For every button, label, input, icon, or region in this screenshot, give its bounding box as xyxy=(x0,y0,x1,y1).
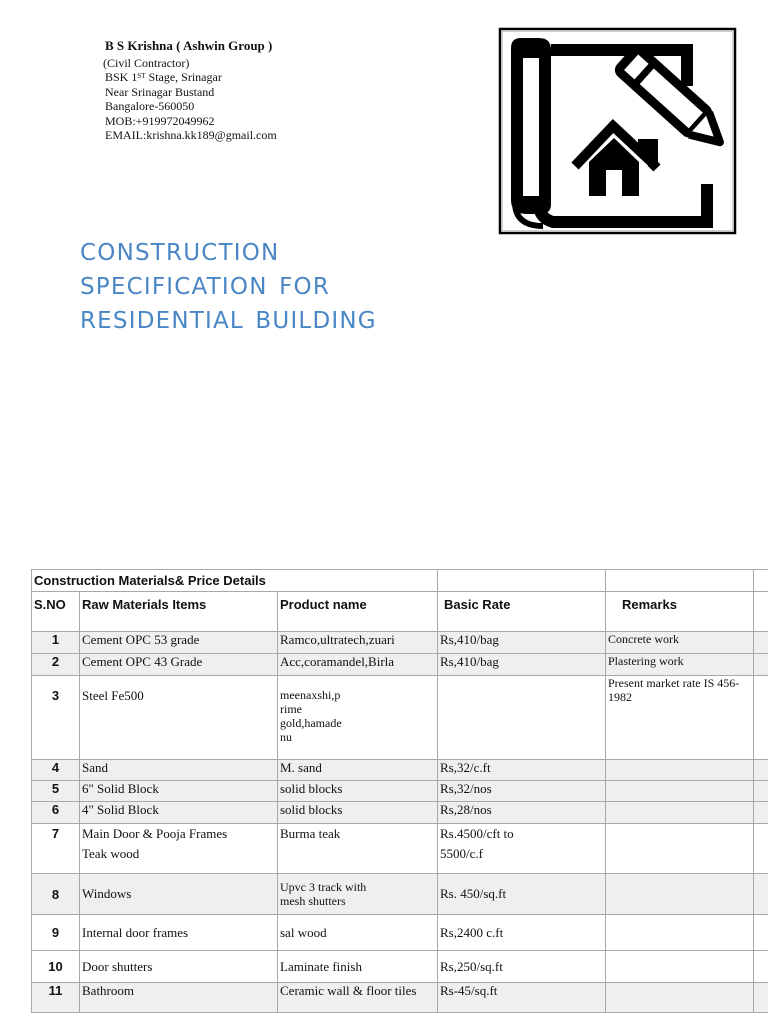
row-item: Main Door & Pooja Frames Teak wood xyxy=(80,824,278,874)
row-item: 6" Solid Block xyxy=(80,781,278,802)
row-rate: Rs,2400 c.ft xyxy=(438,915,606,951)
header-sno: S.NO xyxy=(32,592,80,632)
row-remarks xyxy=(606,983,754,1013)
row-item: Sand xyxy=(80,760,278,781)
table-row xyxy=(32,824,768,874)
row-rate: Rs,410/bag xyxy=(438,654,606,676)
row-remarks xyxy=(606,915,754,951)
title-line-2: SPECIFICATION FOR xyxy=(80,274,331,300)
row-remarks xyxy=(606,824,754,874)
table-row xyxy=(32,951,768,983)
row-product: meenaxshi,p rime gold,hamade nu xyxy=(278,676,438,760)
row-item: Bathroom xyxy=(80,983,278,1013)
row-item: Steel Fe500 xyxy=(80,676,278,760)
row-item: Door shutters xyxy=(80,951,278,983)
contact-block xyxy=(105,39,277,143)
row-rate: Rs,32/nos xyxy=(438,781,606,802)
row-sno: 9 xyxy=(32,915,80,951)
row-product: Ceramic wall & floor tiles xyxy=(278,983,438,1013)
table-header-row xyxy=(32,592,768,632)
contractor-name: B S Krishna ( Ashwin Group ) xyxy=(105,38,273,53)
row-rate: Rs,32/c.ft xyxy=(438,760,606,781)
row-product: solid blocks xyxy=(278,781,438,802)
row-sno: 4 xyxy=(32,760,80,781)
table-row xyxy=(32,915,768,951)
row-item: Cement OPC 43 Grade xyxy=(80,654,278,676)
row-item: Windows xyxy=(80,874,278,915)
address-line-3: Bangalore-560050 xyxy=(105,99,195,113)
header-product: Product name xyxy=(278,592,438,632)
row-item: 4" Solid Block xyxy=(80,802,278,824)
table-row xyxy=(32,632,768,654)
table-caption-row xyxy=(32,570,768,592)
row-remarks xyxy=(606,951,754,983)
row-item: Internal door frames xyxy=(80,915,278,951)
table-caption: Construction Materials& Price Details xyxy=(32,570,438,592)
header-item: Raw Materials Items xyxy=(80,592,278,632)
row-sno: 3 xyxy=(32,676,80,760)
email-address: EMAIL:krishna.kk189@gmail.com xyxy=(105,128,277,142)
row-rate: Rs-45/sq.ft xyxy=(438,983,606,1013)
row-product: sal wood xyxy=(278,915,438,951)
header-remarks: Remarks xyxy=(606,592,754,632)
mobile-number: MOB:+919972049962 xyxy=(105,113,215,128)
row-product: Acc,coramandel,Birla xyxy=(278,654,438,676)
house-blueprint-pencil-icon xyxy=(497,26,739,236)
row-rate: Rs.4500/cft to 5500/c.f xyxy=(438,824,606,874)
row-product: Ramco,ultratech,zuari xyxy=(278,632,438,654)
header-rate: Basic Rate xyxy=(438,592,606,632)
row-remarks xyxy=(606,802,754,824)
row-product: M. sand xyxy=(278,760,438,781)
row-sno: 5 xyxy=(32,781,80,802)
row-remarks: Present market rate IS 456- 1982 xyxy=(606,676,754,760)
row-sno: 10 xyxy=(32,951,80,983)
row-rate xyxy=(438,676,606,760)
row-rate: Rs,250/sq.ft xyxy=(438,951,606,983)
table-row xyxy=(32,874,768,915)
document-title xyxy=(80,236,377,338)
row-remarks: Concrete work xyxy=(606,632,754,654)
row-sno: 2 xyxy=(32,654,80,676)
row-sno: 8 xyxy=(32,874,80,915)
address-line-1: BSK 1ST Stage, Srinagar xyxy=(105,70,222,84)
table-row xyxy=(32,676,768,760)
table-row xyxy=(32,802,768,824)
row-sno: 11 xyxy=(32,983,80,1013)
row-product: Burma teak xyxy=(278,824,438,874)
title-line-3: RESIDENTIAL BUILDING xyxy=(80,308,377,334)
row-product: Laminate finish xyxy=(278,951,438,983)
row-product: Upvc 3 track with mesh shutters xyxy=(278,874,438,915)
row-remarks xyxy=(606,781,754,802)
row-item: Cement OPC 53 grade xyxy=(80,632,278,654)
table-row xyxy=(32,781,768,802)
row-sno: 1 xyxy=(32,632,80,654)
materials-price-table xyxy=(31,569,768,1013)
table-row xyxy=(32,760,768,781)
row-remarks: Plastering work xyxy=(606,654,754,676)
row-product: solid blocks xyxy=(278,802,438,824)
contractor-role: (Civil Contractor) xyxy=(103,55,190,70)
row-sno: 7 xyxy=(32,824,80,874)
table-row xyxy=(32,983,768,1013)
row-rate: Rs,410/bag xyxy=(438,632,606,654)
row-remarks xyxy=(606,874,754,915)
row-remarks xyxy=(606,760,754,781)
row-rate: Rs,28/nos xyxy=(438,802,606,824)
title-line-1: CONSTRUCTION xyxy=(80,240,280,266)
row-sno: 6 xyxy=(32,802,80,824)
table-row xyxy=(32,654,768,676)
row-rate: Rs. 450/sq.ft xyxy=(438,874,606,915)
address-line-2: Near Srinagar Bustand xyxy=(105,84,215,99)
